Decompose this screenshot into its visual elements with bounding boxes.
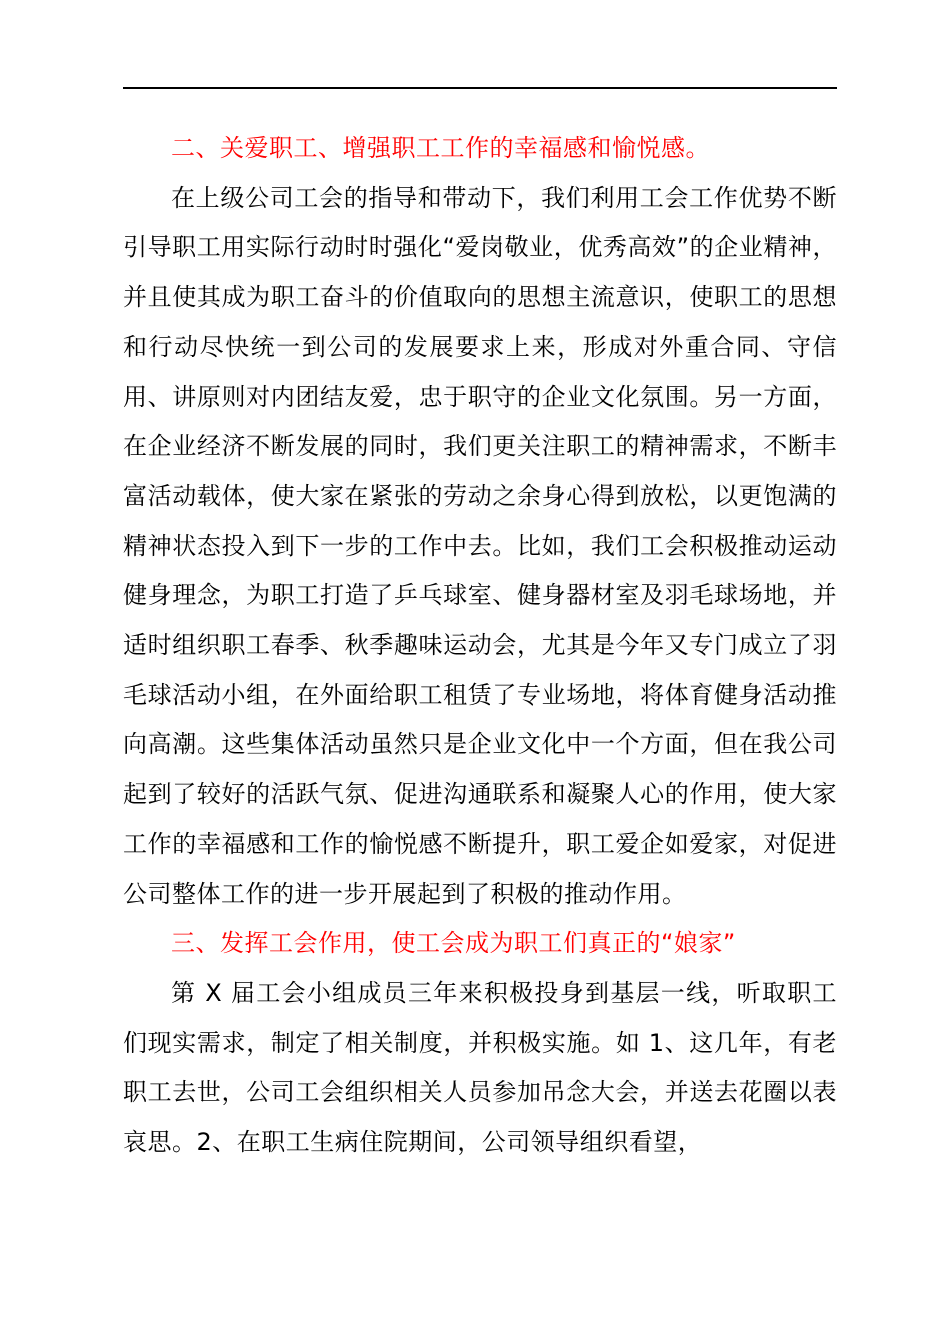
section-paragraph-2: 在上级公司工会的指导和带动下，我们利用工会工作优势不断引导职工用实际行动时时强化“爱岗敬业，优秀高效”的企业精神，并且使其成为职工奋斗的价值取向的思想主流意识，使职工的思想和行动尽快统一到公司的发展要求上来，形成对外重合同、守信用、讲原则对内团结友爱，忠于职守的企业文化氛围。另一方面，在企业经济不断发展的同时，我们更关注职工的精神需求，不断丰富活动载体，使大家在紧张的劳动之余身心得到放松，以更饱满的精神状态投入到下一步的工作中去。比如，我们工会积极推动运动健身理念，为职工打造了乒乓球室、健身器材室及羽毛球场地，并适时组织职工春季、秋季趣味运动会，尤其是今年又专门成立了羽毛球活动小组，在外面给职工租赁了专业场地，将体育健身活动推向高潮。这些集体活动虽然只是企业文化中一个方面，但在我公司起到了较好的活跃气氛、促进沟通联系和凝聚人心的作用，使大家工作的幸福感和工作的愉悦感不断提升，职工爱企如爱家，对促进公司整体工作的进一步开展起到了积极的推动作用。 xyxy=(123,183,837,908)
section-heading-3: 三、发挥工会作用，使工会成为职工们真正的“娘家” xyxy=(171,929,736,958)
section-paragraph-3: 第 X 届工会小组成员三年来积极投身到基层一线，听取职工们现实需求，制定了相关制度，并积极实施。如 1、这几年，有老职工去世，公司工会组织相关人员参加吊念大会，并送去花圈以表哀思。2、在职工生病住院期间，公司领导组织看望， xyxy=(123,978,837,1157)
document-body xyxy=(123,124,837,1168)
section-heading-2: 二、关爱职工、增强职工工作的幸福感和愉悦感。 xyxy=(171,134,710,162)
header-rule xyxy=(123,87,837,89)
